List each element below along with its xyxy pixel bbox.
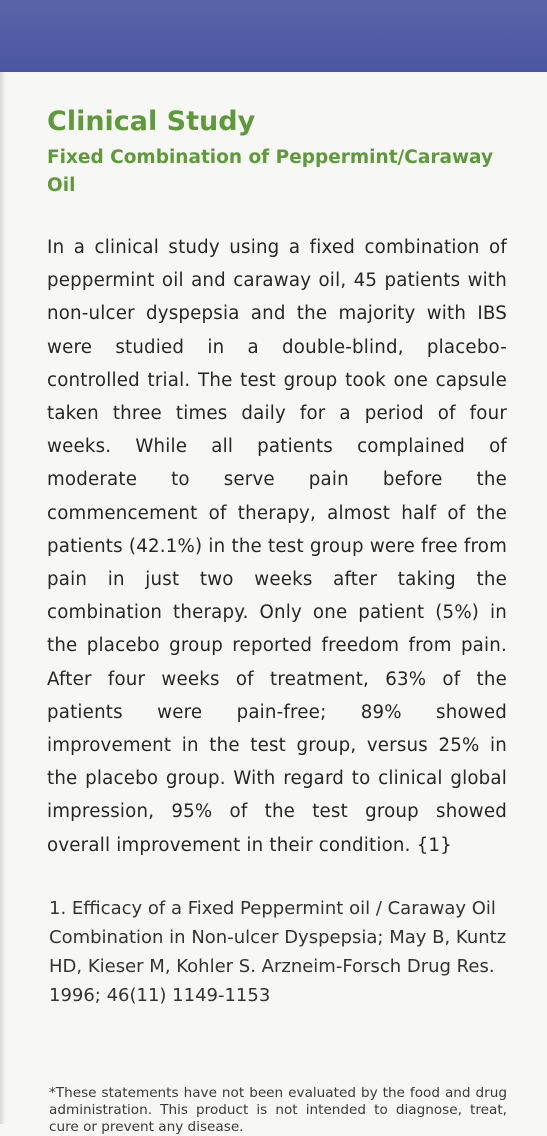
article-body: In a clinical study using a fixed combination of peppermint oil and caraway oil, 45 patients with non-ulcer dyspepsia and the majority with IBS were studied in a double-blind, placebo-controlled trial. The test group took one capsule taken three times daily for a period of four weeks. While all patients complained of moderate to serve pain before the commencement of therapy, almost half of the patients (42.1%) in the test group were free from pain in just two weeks after taking the combination therapy. Only one patient (5%) in the placebo group reported freedom from pain. After four weeks of treatment, 63% of the patients were pain-free; 89% showed improvement in the test group, versus 25% in the placebo group. With regard to clinical global impression, 95% of the test group showed overall improvement in their condition. {1} <box>47 237 507 856</box>
article <box>47 104 507 1010</box>
page-edge-shadow <box>0 72 6 1124</box>
reference-citation: 1. Efficacy of a Fixed Peppermint oil / Caraway Oil Combination in Non-ulcer Dyspepsia; May B, Kuntz HD, Kieser M, Kohler S. Arzneim-Forsch Drug Res. 1996; 46(11) 1149-1153 <box>49 897 507 1006</box>
article-title: Clinical Study <box>47 106 256 137</box>
article-subtitle: Fixed Combination of Peppermint/Caraway Oil <box>47 147 494 196</box>
header-color-band <box>0 0 547 72</box>
fda-disclaimer: *These statements have not been evaluated by the food and drug administration. This product is not intended to diagnose, treat, cure or prevent any disease. <box>49 1084 507 1135</box>
